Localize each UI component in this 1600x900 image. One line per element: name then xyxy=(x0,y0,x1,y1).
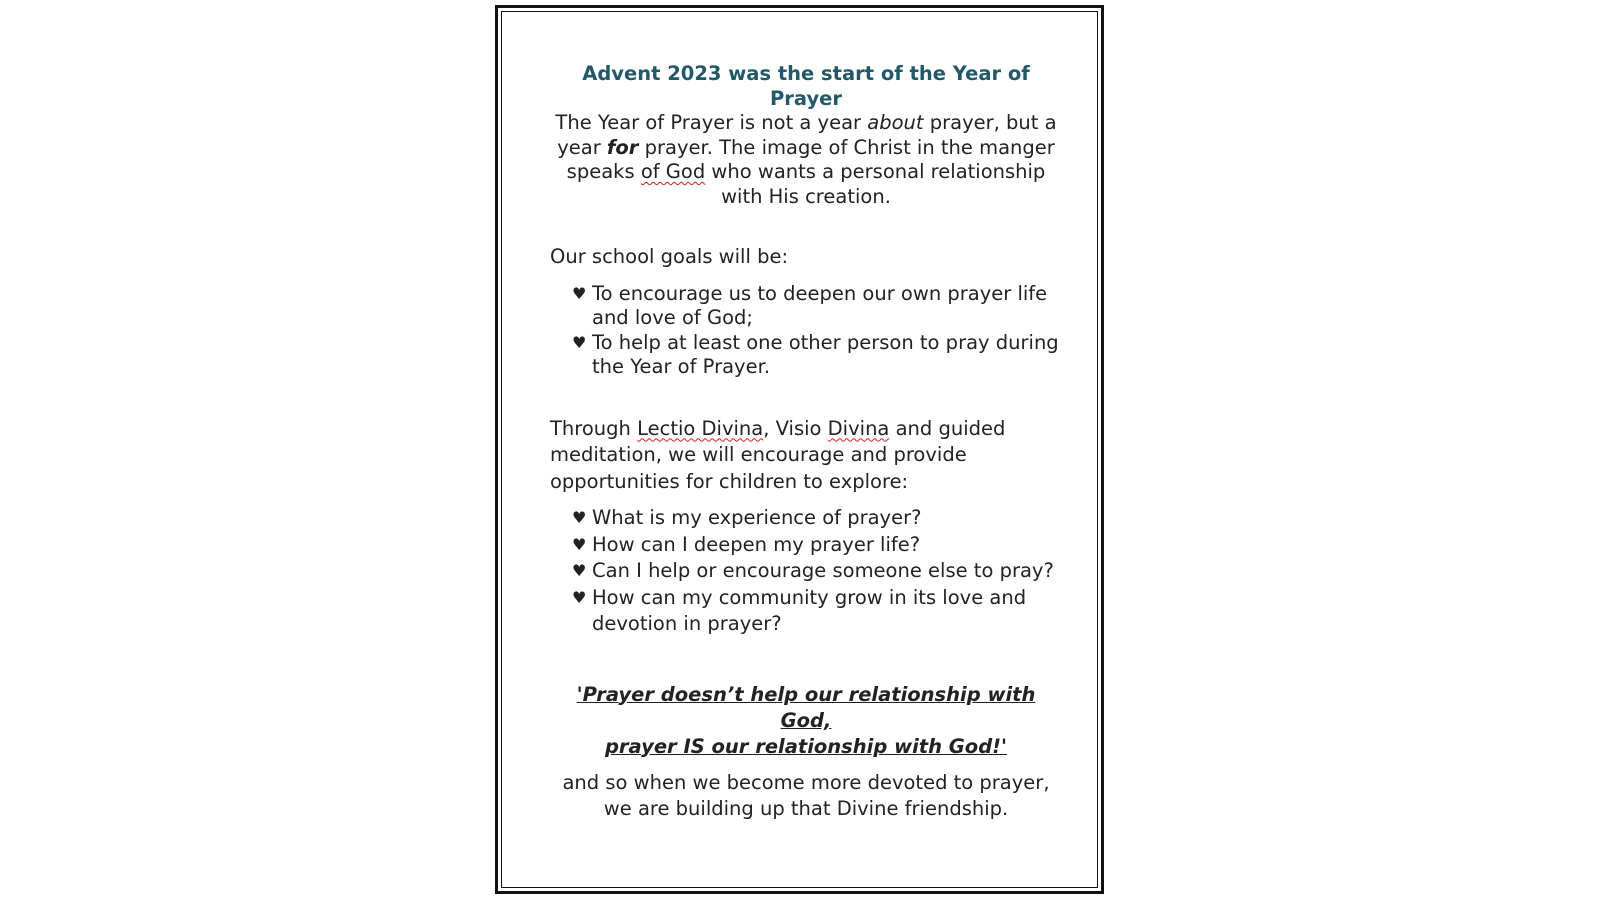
explore-text-1: Through xyxy=(550,416,638,440)
heart-bullet-icon: ♥ xyxy=(572,534,587,554)
intro-paragraph xyxy=(550,111,1062,209)
heart-bullet-icon: ♥ xyxy=(572,587,587,607)
quote-line-2: prayer IS our relationship with God!' xyxy=(604,734,1008,758)
question-text: Can I help or encourage someone else to pray? xyxy=(592,559,1054,582)
question-text: What is my experience of prayer? xyxy=(592,506,922,529)
document-page xyxy=(495,5,1104,894)
explore-text-2: , Visio xyxy=(763,416,828,440)
explore-lectio-divina: Lectio Divina xyxy=(637,416,764,440)
list-item xyxy=(550,558,1062,585)
list-item xyxy=(550,331,1062,380)
goals-list xyxy=(550,282,1062,380)
explore-text-3: and guided meditation, we will encourage and provide opportunities for children to explore: xyxy=(550,416,1006,493)
document-title: Advent 2023 was the start of the Year of Prayer xyxy=(582,62,1030,110)
explore-divina: Divina xyxy=(827,416,890,440)
intro-text-1: The Year of Prayer is not a year xyxy=(555,111,868,134)
document-content xyxy=(550,62,1062,823)
heart-bullet-icon: ♥ xyxy=(572,332,587,352)
intro-text-4: who wants a personal relationship with His creation. xyxy=(705,160,1046,208)
question-text: How can I deepen my prayer life? xyxy=(592,532,921,556)
heart-bullet-icon: ♥ xyxy=(572,283,587,303)
intro-for: for xyxy=(606,135,639,159)
intro-about: about xyxy=(867,111,924,134)
questions-list xyxy=(550,505,1062,638)
goal-text: To help at least one other person to pray during the Year of Prayer. xyxy=(592,330,1059,378)
intro-text-3: prayer. The image of Christ in the manger speaks xyxy=(566,135,1055,183)
list-item xyxy=(550,532,1062,559)
list-item xyxy=(550,585,1062,638)
intro-of-god: of God xyxy=(640,160,706,183)
goal-text: To encourage us to deepen our own prayer life and love of God; xyxy=(592,281,1048,329)
list-item xyxy=(550,505,1062,532)
list-item xyxy=(550,282,1062,331)
closing-paragraph: and so when we become more devoted to prayer, we are building up that Divine friendship. xyxy=(562,770,1050,820)
heart-bullet-icon: ♥ xyxy=(572,561,587,580)
quote-line-1: 'Prayer doesn’t help our relationship with God, xyxy=(576,682,1036,732)
explore-paragraph xyxy=(550,416,1062,496)
goals-heading: Our school goals will be: xyxy=(550,245,789,268)
question-text: How can my community grow in its love and devotion in prayer? xyxy=(592,585,1027,635)
heart-bullet-icon: ♥ xyxy=(572,508,587,527)
quote xyxy=(550,682,1062,760)
intro-text-2: prayer, but a year xyxy=(557,111,1057,159)
